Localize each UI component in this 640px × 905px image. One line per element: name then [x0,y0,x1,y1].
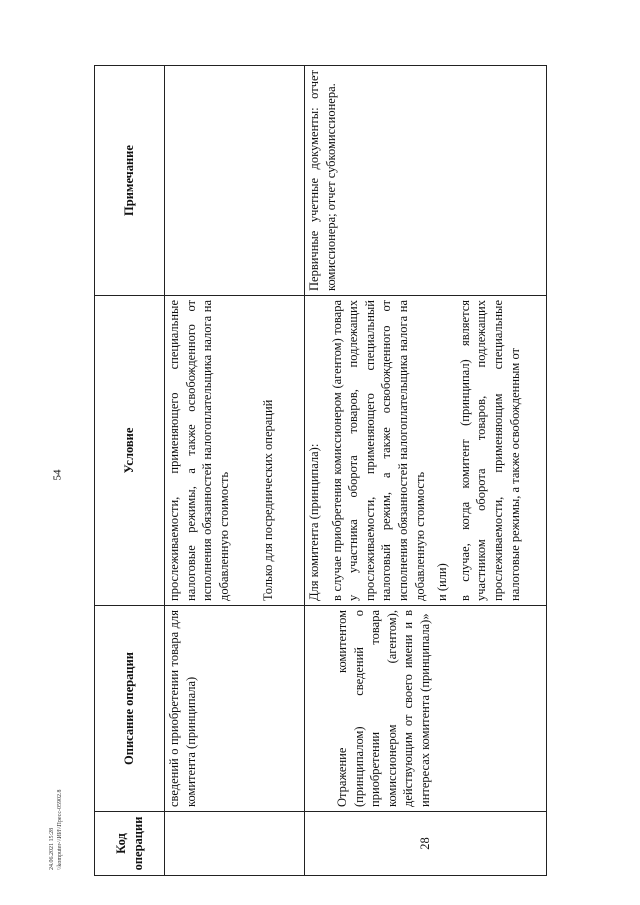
condition-paragraph: и (или) [435,563,450,601]
cell-condition [305,296,547,606]
header-note: Примечание [95,66,165,296]
footer-line: 24.06.2021 15:28 [49,827,55,870]
footer-stamp [48,789,64,870]
table-header-row [95,66,165,876]
condition-paragraph: Только для посреднических операций [261,399,276,601]
cell-note: Первичные учетные документы: отчет комиссионера; отчет субкомиссионера. [305,66,547,296]
condition-paragraph: в случае, когда комитент (принципал) является участником оборота товаров, подлежащих прослеживаемости, применяющим специальные налоговые режимы, а также освобожденным от [457,300,522,601]
footer-line: \\komputer-\\ИИ\\Пресс-05902.8 [57,789,63,870]
cell-condition [165,296,305,606]
header-code: Код операции [95,812,165,876]
header-description: Описание операции [95,606,165,812]
description-text: Отражение комитентом (принципалом) сведений о приобретении товара комиссионером (агентом), действующим от своего имени и в интересах комитента (принципала)» [335,610,432,807]
cell-code [165,812,305,876]
cell-description: сведений о приобретении товара для комитента (принципала) [165,606,305,812]
operations-table [94,65,547,876]
condition-paragraph: Для комитента (принципала): [307,443,321,601]
condition-paragraph: в случае приобретения комиссионером (агентом) товара у участника оборота товаров, подлежащих прослеживаемости, применяющего специальный налоговый режим, а также освобожденного от исполнения обязанностей налогоплательщика налога на добавленную стоимость [329,300,427,601]
table-rotated-wrapper [94,66,547,876]
table-row [165,66,305,876]
table-row-28 [305,66,547,876]
rotated-table-area [94,66,547,876]
cell-description [305,606,547,812]
cell-note [165,66,305,296]
condition-paragraph: прослеживаемости, применяющего специальные налоговые режимы, а также освобожденного от исполнения обязанностей налогоплательщика налога на добавленную стоимость [167,300,231,601]
header-condition: Условие [95,296,165,606]
page-number: 54 [51,469,64,481]
cell-code: 28 [305,812,547,876]
